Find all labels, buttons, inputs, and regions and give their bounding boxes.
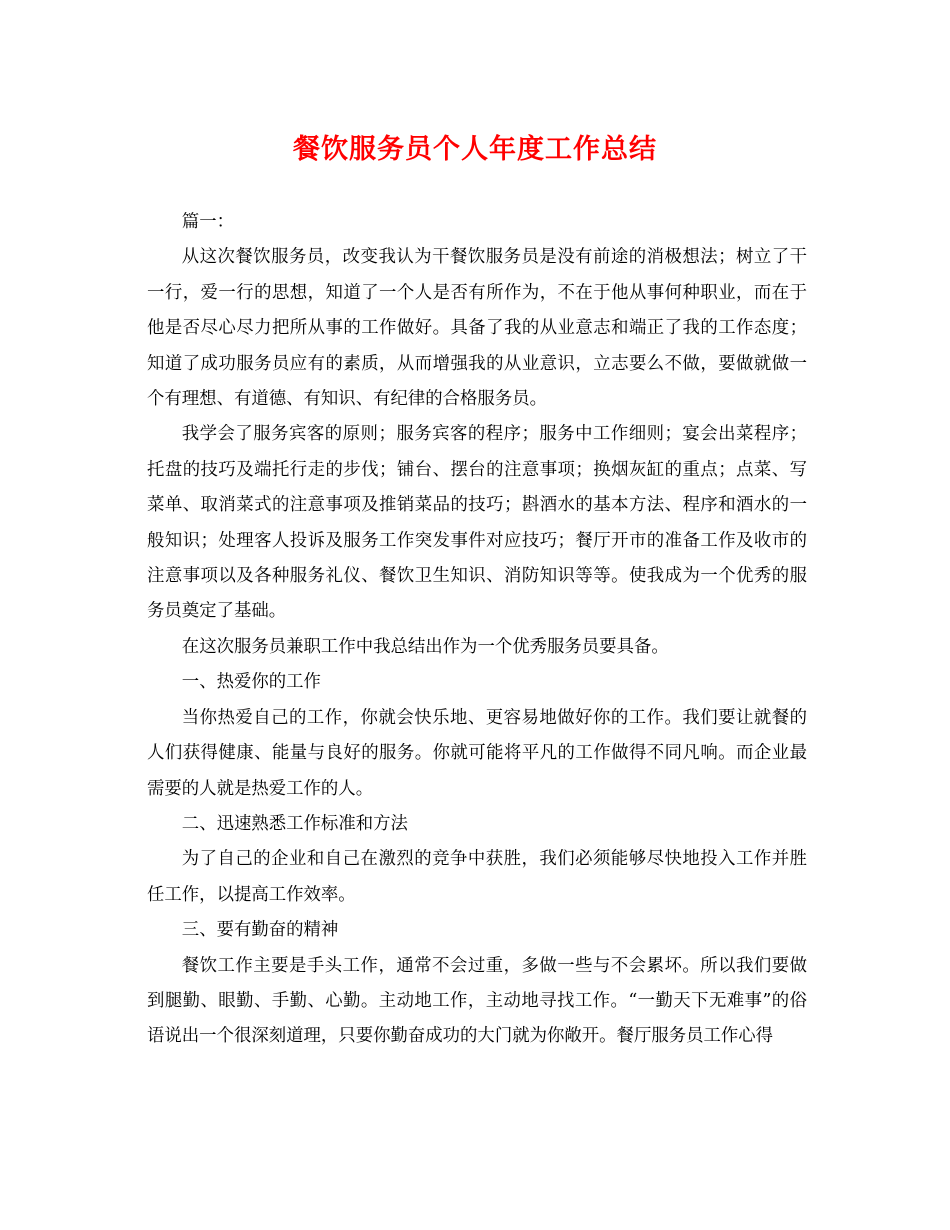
heading-diligence: 三、要有勤奋的精神 [181,920,339,941]
paragraph-summary-intro: 在这次服务员兼职工作中我总结出作为一个优秀服务员要具备。 [181,636,669,657]
paragraph-love-your-work: 当你热爱自己的工作，你就会快乐地、更容易地做好你的工作。我们要让就餐的人们获得健康、能量与良好的服务。你就可能将平凡的工作做得不同凡响。而企业最需要的人就是热爱工作的人。 [147,707,807,799]
paragraph-section-label: 篇一： [181,212,234,232]
paragraph-skills-learned: 我学会了服务宾客的原则；服务宾客的程序；服务中工作细则；宴会出菜程序；托盘的技巧及端托行走的步伐；铺台、摆台的注意事项；换烟灰缸的重点；点菜、写菜单、取消菜式的注意事项及推销菜品的技巧；斟酒水的基本方法、程序和酒水的一般知识；处理客人投诉及服务工作突发事件对应技巧；餐厅开市的准备工作及收市的注意事项以及各种服务礼仪、餐饮卫生知识、消防知识等等。使我成为一个优秀的服务员奠定了基础。 [147,424,807,622]
document-body [147,205,807,1055]
heading-love-your-work: 一、热爱你的工作 [181,672,321,693]
heading-learn-standards: 二、迅速熟悉工作标准和方法 [181,813,408,834]
paragraph-learn-standards: 为了自己的企业和自己在激烈的竞争中获胜，我们必须能够尽快地投入工作并胜任工作，以提高工作效率。 [147,849,807,905]
paragraph-diligence: 餐饮工作主要是手头工作，通常不会过重，多做一些与不会累坏。所以我们要做到腿勤、眼勤、手勤、心勤。主动地工作，主动地寻找工作。“一勤天下无难事”的俗语说出一个很深刻道理，只要你勤奋成功的大门就为你敞开。餐厅服务员工作心得 [147,955,807,1047]
paragraph-attitude: 从这次餐饮服务员，改变我认为干餐饮服务员是没有前途的消极想法；树立了干一行，爱一行的思想，知道了一个人是否有所作为，不在于他从事何种职业，而在于他是否尽心尽力把所从事的工作做好。具备了我的从业意志和端正了我的工作态度；知道了成功服务员应有的素质，从而增强我的从业意识，立志要么不做，要做就做一个有理想、有道德、有知识、有纪律的合格服务员。 [147,247,807,410]
document-title: 餐饮服务员个人年度工作总结 [293,134,657,165]
